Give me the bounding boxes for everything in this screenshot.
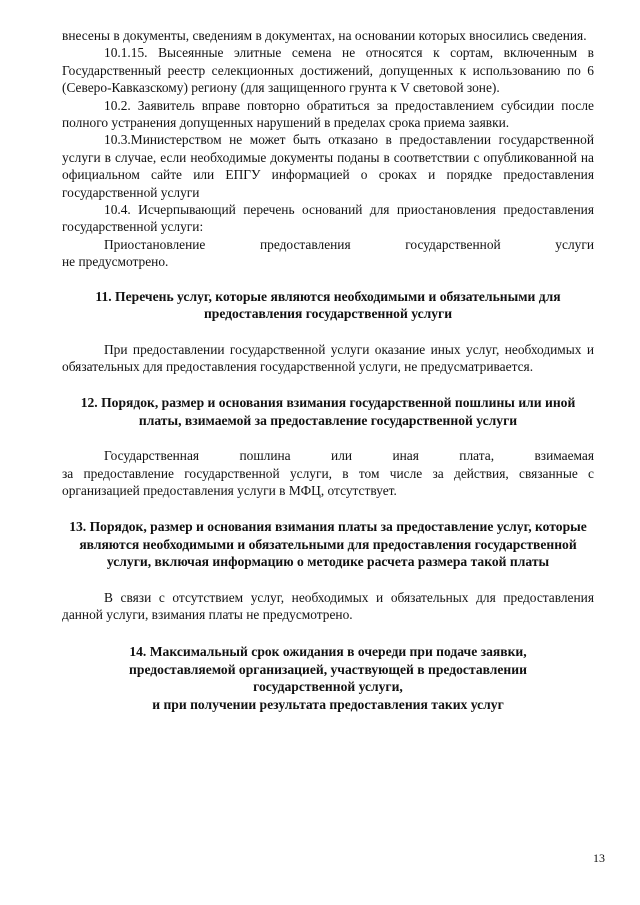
paragraph-suspension-line2: не предусмотрено.	[62, 254, 169, 270]
section-14-heading	[62, 643, 594, 713]
page-content	[62, 27, 594, 713]
paragraph-10-3: 10.3.Министерством не может быть отказано в предоставлении государственной услуги в случае, если необходимые документы поданы в соответствии с опубликованной на официальном сайте или ЕПГУ информацией о сроках и порядке предоставления государственной услуги	[62, 132, 594, 200]
page-number: 13	[593, 851, 605, 865]
paragraph-10-1-15: 10.1.15. Высеянные элитные семена не относятся к сортам, включенным в Государственный реестр селекционных достижений, допущенных к использованию по 6 (Северо-Кавказскому) региону (для защищенного грунта к V световой зоне).	[62, 45, 594, 96]
section-13-text: В связи с отсутствием услуг, необходимых и обязательных для предоставления данной услуги, взимания платы не предусмотрено.	[62, 589, 594, 622]
paragraph-suspension-line1: Приостановление предоставления государственной услуги	[104, 236, 594, 252]
section-12-heading: 12. Порядок, размер и основания взимания государственной пошлины или иной платы, взимаемой за предоставление государственной услуги	[80, 395, 576, 428]
section-13-heading: 13. Порядок, размер и основания взимания платы за предоставление услуг, которые являются необходимыми и обязательными для предоставления государственной услуги, включая информацию о методике расчета размера такой платы	[69, 519, 587, 570]
section-14-heading-line4: и при получении результата предоставления таких услуг	[152, 696, 504, 712]
section-12-text-line1: Государственная пошлина или иная плата, взимаемая	[104, 448, 594, 464]
section-14-heading-line3: государственной услуги,	[253, 679, 403, 695]
paragraph-10-4: 10.4. Исчерпывающий перечень оснований для приостановления предоставления государственной услуги:	[62, 202, 594, 235]
section-14-heading-line2: предоставляемой организацией, участвующей в предоставлении	[129, 661, 527, 677]
section-14-heading-line1: 14. Максимальный срок ожидания в очереди при подаче заявки,	[129, 644, 527, 660]
paragraph-continuation: внесены в документы, сведениям в документах, на основании которых вносились сведения.	[62, 28, 587, 43]
section-12-text-rest: за предоставление государственной услуги, в том числе за действия, связанные с организацией предоставления услуги в МФЦ, отсутствует.	[62, 465, 594, 498]
section-11-text: При предоставлении государственной услуги оказание иных услуг, необходимых и обязательных для предоставления государственной услуги, не предусматривается.	[62, 341, 594, 374]
section-11-heading: 11. Перечень услуг, которые являются необходимыми и обязательными для предоставления государственной услуги	[95, 288, 561, 322]
paragraph-10-2: 10.2. Заявитель вправе повторно обратиться за предоставлением субсидии после полного устранения допущенных нарушений в пределах срока приема заявки.	[62, 97, 594, 131]
